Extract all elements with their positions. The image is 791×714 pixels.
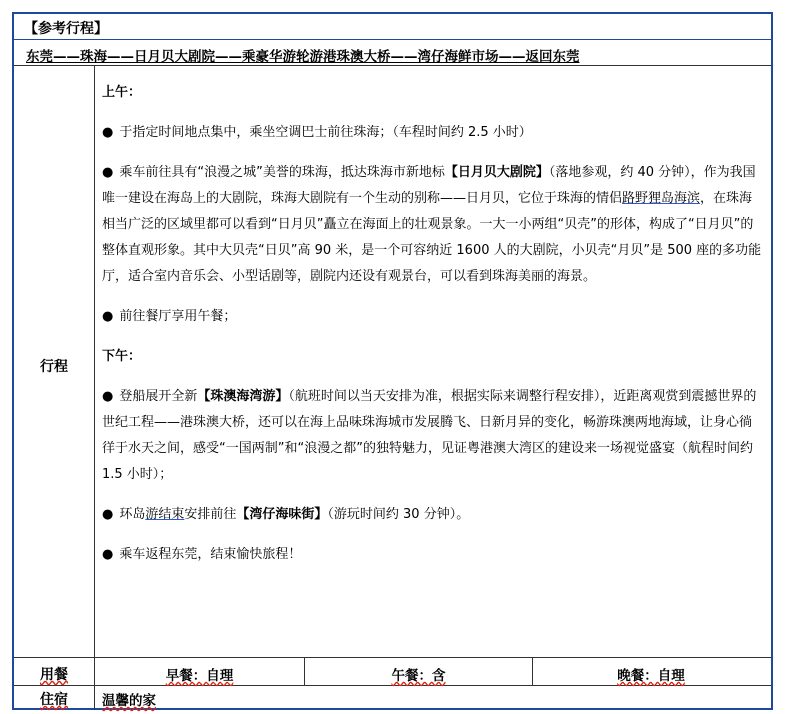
route-summary: 东莞——珠海——日月贝大剧院——乘豪华游轮游港珠澳大桥——湾仔海鲜市场——返回东莞 xyxy=(26,49,580,65)
bullet-icon: ● xyxy=(102,165,114,180)
paragraph-text: 登船展开全新 xyxy=(119,389,198,404)
cell-divider xyxy=(94,686,95,710)
bullet-icon: ● xyxy=(102,547,114,562)
highlight-attraction: 【日月贝大剧院】 xyxy=(444,165,549,180)
underlined-text: 游结束 xyxy=(145,507,185,522)
itinerary-table xyxy=(12,12,773,710)
accommodation-row xyxy=(14,686,771,710)
accommodation-label: 住宿 xyxy=(40,692,68,708)
morning-heading: 上午： xyxy=(102,85,142,100)
paragraph-seafood-street xyxy=(102,502,763,528)
paragraph-text: 乘车返程东莞，结束愉快旅程！ xyxy=(119,547,302,562)
itinerary-content xyxy=(102,80,763,582)
meals-row xyxy=(14,658,771,686)
paragraph-text: 安排前往 xyxy=(184,507,237,522)
meals-label: 用餐 xyxy=(40,667,68,683)
bullet-icon: ● xyxy=(102,125,114,140)
paragraph-text: 于指定时间地点集中，乘坐空调巴士前往珠海；（车程时间约 2.5 小时） xyxy=(119,125,532,140)
section-title: 【参考行程】 xyxy=(24,21,108,37)
paragraph-text: ，在珠海相当广泛的区域里都可以看到“日月贝”矗立在海面上的壮观景象。一大一小两组“贝壳”的形体，构成了“日月贝”的整体直观形象。其中大贝壳“日贝”高 90 米，是一个可容纳近 1600 人的大剧院，小贝壳“月贝”是 500 座的多功能厅，适合室内音乐会、小型话剧等，剧院内还设有观景台，可以看到珠海美丽的海景。 xyxy=(102,191,762,284)
paragraph-text: 环岛 xyxy=(119,507,146,522)
paragraph-assembly xyxy=(102,120,763,146)
paragraph-return xyxy=(102,542,763,568)
bullet-icon: ● xyxy=(102,309,114,324)
afternoon-heading: 下午： xyxy=(102,349,142,364)
bullet-icon: ● xyxy=(102,389,114,404)
dinner-cell: 晚餐：自理 xyxy=(617,668,685,684)
title-row xyxy=(14,14,771,40)
highlight-attraction: 【湾仔海味街】 xyxy=(236,507,328,522)
paragraph-sun-moon-shell xyxy=(102,160,763,290)
paragraph-text: （落地参观，约 40 分钟），作为我国唯一建设在海岛上的大剧院，珠海大剧院有一个生动的别称——日月贝，它位于珠海的情侣 xyxy=(102,165,756,206)
highlight-attraction: 【珠澳海湾游】 xyxy=(197,389,289,404)
itinerary-label: 行程 xyxy=(40,359,68,375)
paragraph-cruise xyxy=(102,384,763,488)
paragraph-text: （航班时间以当天安排为准，根据实际来调整行程安排），近距离观赏到震撼世界的世纪工程——港珠澳大桥，还可以在海上品味珠海城市发展腾飞、日新月异的变化，畅游珠澳两地海域，让身心徜徉于水天之间，感受“一国两制”和“浪漫之都”的独特魅力，见证粤港澳大湾区的建设来一场视觉盛宴（航程时间约 1.5 小时）； xyxy=(102,389,757,482)
bullet-icon: ● xyxy=(102,507,114,522)
itinerary-row xyxy=(14,66,771,658)
breakfast-cell: 早餐：自理 xyxy=(165,668,234,684)
lunch-cell: 午餐：含 xyxy=(391,668,446,684)
paragraph-text: （游玩时间约 30 分钟）。 xyxy=(327,507,470,522)
route-row xyxy=(14,40,771,66)
itinerary-label-cell xyxy=(14,66,95,657)
paragraph-text: 乘车前往具有“浪漫之城”美誉的珠海，抵达珠海市新地标 xyxy=(119,165,445,180)
accommodation-value: 温馨的家 xyxy=(102,693,156,709)
paragraph-text: 前往餐厅享用午餐； xyxy=(119,309,237,324)
paragraph-lunch xyxy=(102,304,763,330)
underlined-place: 路野狸岛海滨 xyxy=(622,191,701,206)
